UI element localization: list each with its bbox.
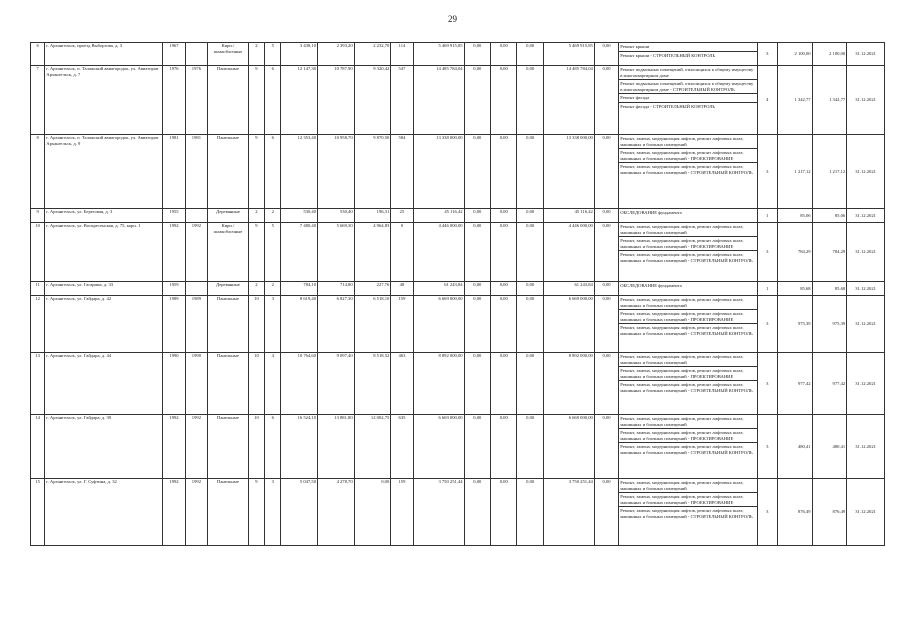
- cell-year-built: 1976: [163, 66, 185, 135]
- cell-material: Панельные: [208, 415, 249, 479]
- cell-area-res: 6 518,10: [354, 296, 391, 353]
- cell-residents: 48: [391, 282, 413, 296]
- cell-no: 6: [31, 43, 45, 66]
- cell-area-living: 2 393,20: [318, 43, 355, 66]
- table-row: [31, 282, 885, 296]
- cell-unit-cost: 85,06: [778, 209, 813, 223]
- cell-entrances: 6: [265, 135, 281, 209]
- cell-entrances: 2: [265, 209, 281, 223]
- cell-cost-total: 6 669 000,00: [413, 415, 464, 479]
- work-item: Ремонт, замена, модернизация лифтов, ремонт лифтовых шахт, машинных и блочных помещений - СТРОИТЕЛЬНЫЙ КОНТРОЛЬ: [620, 325, 753, 336]
- cell-address: г. Архангельск, п. Талажский авиагородок, ул. Авиаторов Архангельск, д. 9: [45, 135, 163, 209]
- cell-cost-total: 5 469 915,85: [413, 43, 464, 66]
- cell-no: 10: [31, 223, 45, 282]
- cell-year-renov: [185, 282, 207, 296]
- cell-area-living: 4 278,70: [318, 479, 355, 546]
- cell-no: 15: [31, 479, 45, 546]
- cell-fund-reg: 0,00: [491, 282, 517, 296]
- cell-address: г. Архангельск, ул. Береговая, д. 3: [45, 209, 163, 223]
- cell-fund-own: 5 469 915,85: [543, 43, 594, 66]
- cell-area-total: 16 524,10: [281, 415, 318, 479]
- cell-area-total: 530,40: [281, 209, 318, 223]
- cell-work-kind: 3: [757, 135, 777, 209]
- cell-unit-cost: 1 342,77: [778, 66, 813, 135]
- cell-year-built: 1992: [163, 415, 185, 479]
- cell-fund-mun: 0,00: [517, 479, 543, 546]
- work-item: Ремонт, замена, модернизация лифтов, ремонт лифтовых шахт, машинных и блочных помещений: [619, 479, 756, 493]
- cell-work-kind: 3: [757, 296, 777, 353]
- table-body: [31, 43, 885, 546]
- cell-fund-other: 0,00: [594, 66, 618, 135]
- cell-deadline: 31.12.2021: [847, 479, 885, 546]
- cell-address: г. Архангельск, ул. Гайдара, д. 44: [45, 353, 163, 415]
- cell-area-res: 2 232,70: [354, 43, 391, 66]
- cell-works: [619, 66, 757, 135]
- cell-year-renov: 1992: [185, 479, 207, 546]
- cell-fund-other: 0,00: [594, 209, 618, 223]
- cell-fund-reg: 0,00: [491, 223, 517, 282]
- cell-unit-cost-max: 1 342,77: [812, 66, 847, 135]
- cell-works: [619, 223, 757, 282]
- cell-material: Панельные: [208, 135, 249, 209]
- cell-fund-reg: 0,00: [491, 66, 517, 135]
- cell-year-built: 1959: [163, 282, 185, 296]
- cell-fund-mun: 0,00: [517, 282, 543, 296]
- cell-address: г. Архангельск, ул. Воскресенская, д. 75, корп. 1: [45, 223, 163, 282]
- work-item: Ремонт подвальных помещений, относящихся к общему имуществу в многоквартирном доме: [619, 66, 756, 80]
- cell-year-renov: 1992: [185, 223, 207, 282]
- cell-work-kind: 3: [757, 353, 777, 415]
- cell-area-living: 10 958,70: [318, 135, 355, 209]
- cell-unit-cost: 876,49: [778, 479, 813, 546]
- cell-works: [619, 43, 757, 66]
- cell-unit-cost-max: 876,49: [812, 479, 847, 546]
- cell-area-total: 8 619,40: [281, 296, 318, 353]
- cell-fund-other: 0,00: [594, 479, 618, 546]
- cell-residents: 547: [391, 66, 413, 135]
- work-item: Ремонт фасада - СТРОИТЕЛЬНЫЙ КОНТРОЛЬ: [620, 103, 715, 109]
- cell-unit-cost: 1 217,12: [778, 135, 813, 209]
- cell-fund-other: 0,00: [594, 296, 618, 353]
- cell-works: [619, 135, 757, 209]
- cell-area-res: 4 964,83: [354, 223, 391, 282]
- cell-work-kind: 3: [757, 479, 777, 546]
- cell-material: Деревянные: [208, 282, 249, 296]
- cell-residents: 0: [391, 223, 413, 282]
- cell-address: г. Архангельск, ул. Гагарина, д. 33: [45, 282, 163, 296]
- cell-deadline: 31.12.2021: [847, 282, 885, 296]
- cell-area-living: 6 827,30: [318, 296, 355, 353]
- cell-work-kind: 3: [757, 43, 777, 66]
- cell-area-res: 9 320,42: [354, 66, 391, 135]
- cell-fund-reg: 0,00: [491, 135, 517, 209]
- cell-floors: 2: [248, 209, 264, 223]
- cell-deadline: 31.12.2021: [847, 43, 885, 66]
- cell-material: Панельные: [208, 66, 249, 135]
- cell-material: Кирп./шлакоблочные: [208, 43, 249, 66]
- cell-works: [619, 415, 757, 479]
- cell-year-renov: 1989: [185, 296, 207, 353]
- cell-material: Деревянные: [208, 209, 249, 223]
- cell-fund-mun: 0,00: [517, 209, 543, 223]
- cell-unit-cost-max: 480,41: [812, 415, 847, 479]
- cell-work-kind: 3: [757, 223, 777, 282]
- cell-deadline: 31.12.2021: [847, 135, 885, 209]
- cell-cost-total: 6 669 000,00: [413, 296, 464, 353]
- page-number: 29: [448, 14, 457, 24]
- cell-work-kind: 1: [757, 282, 777, 296]
- work-item: Ремонт, замена, модернизация лифтов, ремонт лифтовых шахт, машинных и блочных помещений: [619, 296, 756, 310]
- cell-works: [619, 353, 757, 415]
- cell-fund-reg: 0,00: [491, 353, 517, 415]
- cell-unit-cost-max: 1 217,12: [812, 135, 847, 209]
- cell-fund-own: 45 116,42: [543, 209, 594, 223]
- cell-residents: 159: [391, 296, 413, 353]
- work-item: Ремонт, замена, модернизация лифтов, ремонт лифтовых шахт, машинных и блочных помещений - ПРОЕКТИРОВАНИЕ: [619, 367, 756, 381]
- work-item: Ремонт, замена, модернизация лифтов, ремонт лифтовых шахт, машинных и блочных помещений - ПРОЕКТИРОВАНИЕ: [619, 493, 756, 507]
- cell-area-res: 0,00: [354, 479, 391, 546]
- cell-area-res: 12 002,75: [354, 415, 391, 479]
- cell-residents: 463: [391, 353, 413, 415]
- cell-entrances: 5: [265, 223, 281, 282]
- cell-fund-mun: 0,00: [517, 66, 543, 135]
- repair-schedule-table: [30, 42, 885, 546]
- cell-cost-total: 13 338 000,00: [413, 135, 464, 209]
- cell-fund-mun: 0,00: [517, 135, 543, 209]
- cell-unit-cost: 977,42: [778, 353, 813, 415]
- work-item: Ремонт, замена, модернизация лифтов, ремонт лифтовых шахт, машинных и блочных помещений - ПРОЕКТИРОВАНИЕ: [619, 149, 756, 163]
- cell-fund-own: 6 669 000,00: [543, 296, 594, 353]
- cell-area-res: 8 518,52: [354, 353, 391, 415]
- repair-schedule-sheet: [30, 42, 885, 546]
- cell-address: г. Архангельск, проезд Выборгова, д. 3: [45, 43, 163, 66]
- cell-floors: 9: [248, 66, 264, 135]
- cell-cost-total: 8 892 000,00: [413, 353, 464, 415]
- work-item: Ремонт, замена, модернизация лифтов, ремонт лифтовых шахт, машинных и блочных помещений - СТРОИТЕЛЬНЫЙ КОНТРОЛЬ: [620, 164, 753, 175]
- work-item: Ремонт, замена, модернизация лифтов, ремонт лифтовых шахт, машинных и блочных помещений: [619, 415, 756, 429]
- work-item: Ремонт, замена, модернизация лифтов, ремонт лифтовых шахт, машинных и блочных помещений - ПРОЕКТИРОВАНИЕ: [619, 310, 756, 324]
- work-item: Ремонт, замена, модернизация лифтов, ремонт лифтовых шахт, машинных и блочных помещений - СТРОИТЕЛЬНЫЙ КОНТРОЛЬ: [620, 444, 753, 455]
- cell-year-built: 1992: [163, 479, 185, 546]
- cell-unit-cost-max: 975,39: [812, 296, 847, 353]
- cell-fund-fed: 0,00: [464, 296, 490, 353]
- cell-fund-other: 0,00: [594, 135, 618, 209]
- cell-fund-reg: 0,00: [491, 296, 517, 353]
- work-item: Ремонт, замена, модернизация лифтов, ремонт лифтовых шахт, машинных и блочных помещений: [619, 223, 756, 237]
- cell-works: [619, 296, 757, 353]
- cell-year-renov: 1976: [185, 66, 207, 135]
- cell-floors: 9: [248, 223, 264, 282]
- cell-fund-other: 0,00: [594, 353, 618, 415]
- cell-area-res: 196,31: [354, 209, 391, 223]
- cell-entrances: 3: [265, 479, 281, 546]
- work-item: Ремонт, замена, модернизация лифтов, ремонт лифтовых шахт, машинных и блочных помещений - СТРОИТЕЛЬНЫЙ КОНТРОЛЬ: [620, 252, 753, 263]
- cell-year-built: 1992: [163, 223, 185, 282]
- cell-entrances: 6: [265, 66, 281, 135]
- cell-fund-other: 0,00: [594, 415, 618, 479]
- cell-year-renov: [185, 209, 207, 223]
- table-row: [31, 43, 885, 66]
- table-row: [31, 135, 885, 209]
- cell-address: г. Архангельск, ул. Г. Суфтина, д. 32: [45, 479, 163, 546]
- work-item: Ремонт крыши - СТРОИТЕЛЬНЫЙ КОНТРОЛЬ: [620, 52, 716, 58]
- cell-address: г. Архангельск, ул. Гайдара, д. 39: [45, 415, 163, 479]
- cell-cost-total: 61 243,84: [413, 282, 464, 296]
- cell-fund-fed: 0,00: [464, 209, 490, 223]
- cell-address: г. Архангельск, п. Талажский авиагородок, ул. Авиаторов Архангельск, д. 7: [45, 66, 163, 135]
- cell-year-built: 1981: [163, 135, 185, 209]
- work-item: Ремонт подвальных помещений, относящихся к общему имуществу в многоквартирном доме - СТРОИТЕЛЬНЫЙ КОНТРОЛЬ: [619, 80, 756, 94]
- cell-floors: 9: [248, 479, 264, 546]
- cell-fund-mun: 0,00: [517, 296, 543, 353]
- cell-fund-fed: 0,00: [464, 415, 490, 479]
- cell-cost-total: 3 750 251,44: [413, 479, 464, 546]
- cell-works: [619, 209, 757, 223]
- cell-area-living: 5 669,30: [318, 223, 355, 282]
- cell-fund-fed: 0,00: [464, 135, 490, 209]
- work-item: Ремонт, замена, модернизация лифтов, ремонт лифтовых шахт, машинных и блочных помещений - ПРОЕКТИРОВАНИЕ: [619, 429, 756, 443]
- cell-material: Кирп./шлакоблочные: [208, 223, 249, 282]
- cell-no: 14: [31, 415, 45, 479]
- work-item: Ремонт, замена, модернизация лифтов, ремонт лифтовых шахт, машинных и блочных помещений - СТРОИТЕЛЬНЫЙ КОНТРОЛЬ: [620, 508, 753, 519]
- cell-deadline: 31.12.2021: [847, 223, 885, 282]
- cell-fund-own: 6 669 000,00: [543, 415, 594, 479]
- cell-work-kind: 4: [757, 66, 777, 135]
- cell-area-total: 12 147,30: [281, 66, 318, 135]
- work-item: Ремонт крыши: [619, 43, 756, 52]
- work-item: Ремонт, замена, модернизация лифтов, ремонт лифтовых шахт, машинных и блочных помещений - СТРОИТЕЛЬНЫЙ КОНТРОЛЬ: [620, 382, 753, 393]
- cell-unit-cost-max: 977,42: [812, 353, 847, 415]
- cell-residents: 159: [391, 479, 413, 546]
- cell-no: 9: [31, 209, 45, 223]
- cell-cost-total: 14 485 784,04: [413, 66, 464, 135]
- cell-material: Панельные: [208, 296, 249, 353]
- cell-unit-cost: 85,68: [778, 282, 813, 296]
- cell-fund-fed: 0,00: [464, 43, 490, 66]
- cell-no: 7: [31, 66, 45, 135]
- cell-fund-mun: 0,00: [517, 223, 543, 282]
- cell-cost-total: 4 446 000,00: [413, 223, 464, 282]
- cell-unit-cost-max: 784,29: [812, 223, 847, 282]
- cell-material: Панельные: [208, 353, 249, 415]
- table-row: [31, 223, 885, 282]
- cell-work-kind: 3: [757, 415, 777, 479]
- cell-fund-reg: 0,00: [491, 209, 517, 223]
- cell-area-total: 3 438,10: [281, 43, 318, 66]
- cell-deadline: 31.12.2021: [847, 415, 885, 479]
- cell-fund-own: 8 892 000,00: [543, 353, 594, 415]
- cell-area-total: 7 480,40: [281, 223, 318, 282]
- cell-floors: 10: [248, 296, 264, 353]
- cell-material: Панельные: [208, 479, 249, 546]
- cell-entrances: 6: [265, 415, 281, 479]
- cell-year-renov: 1981: [185, 135, 207, 209]
- cell-no: 11: [31, 282, 45, 296]
- cell-deadline: 31.12.2021: [847, 353, 885, 415]
- cell-residents: 584: [391, 135, 413, 209]
- cell-year-built: 1989: [163, 296, 185, 353]
- cell-work-kind: 1: [757, 209, 777, 223]
- cell-unit-cost-max: 85,68: [812, 282, 847, 296]
- cell-fund-other: 0,00: [594, 282, 618, 296]
- cell-residents: 635: [391, 415, 413, 479]
- cell-area-living: 9 097,40: [318, 353, 355, 415]
- cell-works: [619, 479, 757, 546]
- cell-year-built: 1967: [163, 43, 185, 66]
- cell-area-living: 13 881,80: [318, 415, 355, 479]
- cell-area-res: 227,76: [354, 282, 391, 296]
- work-item: Ремонт, замена, модернизация лифтов, ремонт лифтовых шахт, машинных и блочных помещений: [619, 135, 756, 149]
- cell-address: г. Архангельск, ул. Гайдара, д. 42: [45, 296, 163, 353]
- cell-fund-own: 14 485 784,04: [543, 66, 594, 135]
- table-row: [31, 209, 885, 223]
- cell-fund-other: 0,00: [594, 223, 618, 282]
- cell-fund-fed: 0,00: [464, 223, 490, 282]
- cell-fund-own: 61 243,84: [543, 282, 594, 296]
- cell-fund-reg: 0,00: [491, 415, 517, 479]
- cell-entrances: 4: [265, 353, 281, 415]
- cell-floors: 2: [248, 282, 264, 296]
- cell-deadline: 31.12.2021: [847, 296, 885, 353]
- cell-fund-fed: 0,00: [464, 66, 490, 135]
- cell-fund-other: 0,00: [594, 43, 618, 66]
- table-row: [31, 353, 885, 415]
- cell-area-living: 714,80: [318, 282, 355, 296]
- work-item: Ремонт, замена, модернизация лифтов, ремонт лифтовых шахт, машинных и блочных помещений: [619, 353, 756, 367]
- cell-no: 13: [31, 353, 45, 415]
- cell-year-built: 1990: [163, 353, 185, 415]
- cell-no: 8: [31, 135, 45, 209]
- table-row: [31, 415, 885, 479]
- cell-fund-own: 13 338 000,00: [543, 135, 594, 209]
- cell-area-living: 10 787,90: [318, 66, 355, 135]
- work-item: Ремонт фасада: [619, 94, 756, 103]
- cell-floors: 10: [248, 415, 264, 479]
- cell-area-total: 5 047,50: [281, 479, 318, 546]
- cell-works: [619, 282, 757, 296]
- cell-year-renov: 1990: [185, 353, 207, 415]
- cell-unit-cost: 975,39: [778, 296, 813, 353]
- cell-floors: 2: [248, 43, 264, 66]
- work-item: ОБСЛЕДОВАНИЕ фундамента: [620, 210, 682, 215]
- cell-deadline: 31.12.2021: [847, 209, 885, 223]
- table-row: [31, 479, 885, 546]
- cell-fund-reg: 0,00: [491, 43, 517, 66]
- work-item: Ремонт, замена, модернизация лифтов, ремонт лифтовых шахт, машинных и блочных помещений - ПРОЕКТИРОВАНИЕ: [619, 237, 756, 251]
- cell-year-renov: 1992: [185, 415, 207, 479]
- cell-area-living: 530,40: [318, 209, 355, 223]
- cell-unit-cost-max: 85,06: [812, 209, 847, 223]
- cell-residents: 114: [391, 43, 413, 66]
- table-row: [31, 296, 885, 353]
- cell-unit-cost: 2 100,00: [778, 43, 813, 66]
- cell-entrances: 3: [265, 296, 281, 353]
- table-row: [31, 66, 885, 135]
- cell-area-total: 12 353,40: [281, 135, 318, 209]
- cell-year-renov: [185, 43, 207, 66]
- cell-fund-reg: 0,00: [491, 479, 517, 546]
- cell-cost-total: 45 116,42: [413, 209, 464, 223]
- cell-fund-fed: 0,00: [464, 282, 490, 296]
- cell-fund-mun: 0,00: [517, 43, 543, 66]
- cell-year-built: 1955: [163, 209, 185, 223]
- cell-deadline: 31.12.2021: [847, 66, 885, 135]
- cell-no: 12: [31, 296, 45, 353]
- cell-fund-own: 4 446 000,00: [543, 223, 594, 282]
- cell-floors: 10: [248, 353, 264, 415]
- cell-entrances: 2: [265, 282, 281, 296]
- cell-entrances: 5: [265, 43, 281, 66]
- cell-fund-fed: 0,00: [464, 479, 490, 546]
- cell-residents: 25: [391, 209, 413, 223]
- cell-unit-cost-max: 2 100,00: [812, 43, 847, 66]
- cell-area-total: 10 764,60: [281, 353, 318, 415]
- cell-floors: 9: [248, 135, 264, 209]
- cell-fund-mun: 0,00: [517, 353, 543, 415]
- cell-area-res: 9 870,50: [354, 135, 391, 209]
- work-item: ОБСЛЕДОВАНИЕ фундамента: [620, 283, 682, 288]
- cell-fund-own: 3 750 251,44: [543, 479, 594, 546]
- cell-area-total: 784,10: [281, 282, 318, 296]
- cell-fund-fed: 0,00: [464, 353, 490, 415]
- cell-unit-cost: 784,29: [778, 223, 813, 282]
- cell-unit-cost: 480,41: [778, 415, 813, 479]
- cell-fund-mun: 0,00: [517, 415, 543, 479]
